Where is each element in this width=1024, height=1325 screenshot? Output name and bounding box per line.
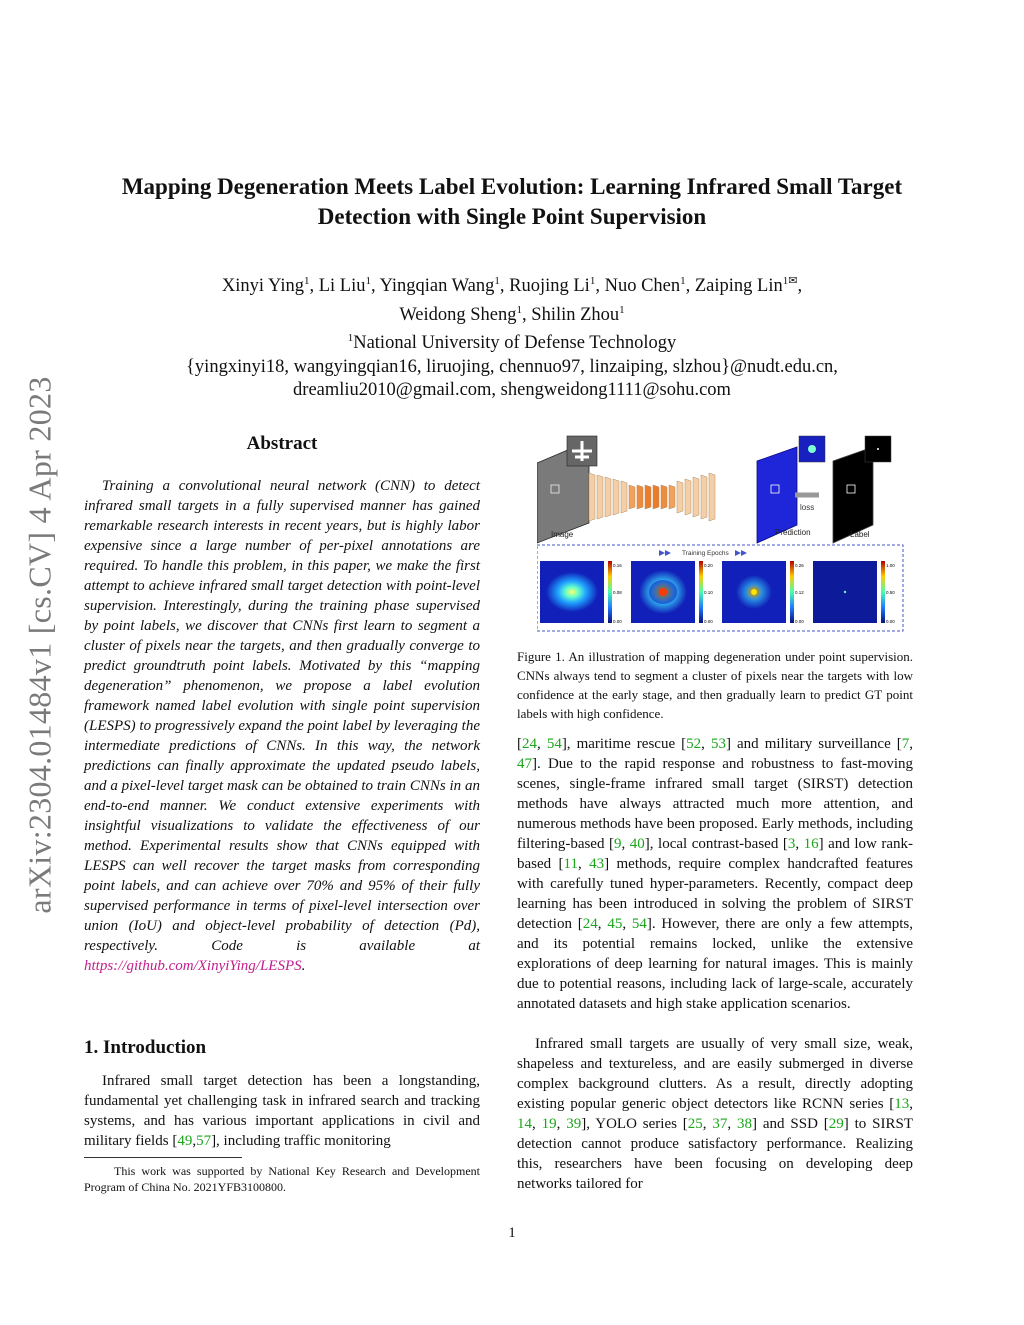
body-text-segment: , xyxy=(909,736,914,752)
svg-text:0.00: 0.00 xyxy=(704,619,713,624)
body-text-segment: , xyxy=(621,836,630,852)
body-text-segment: , xyxy=(577,856,590,872)
affiliation: $^1$National University of Defense Technology xyxy=(347,332,677,354)
body-text-segment: Infrared small targets are usually of very small size, weak, shapeless and textureless, and are easily submerged in diverse complex background clutters. As a result, directly adopting existing popular generic object detectors like RCNN series [ xyxy=(517,1036,913,1112)
footnote: This work was supported by National Key Research and Development Program of China No. 2021YFB3100800. xyxy=(84,1164,480,1194)
citation-link[interactable]: 39 xyxy=(566,1116,582,1132)
body-text-segment: [ xyxy=(517,736,522,752)
body-text-segment: , xyxy=(727,1116,738,1132)
emails-line-2: dreamliu2010@gmail.com, shengweidong1111@sohu.com xyxy=(293,380,731,401)
heatmap-panel xyxy=(540,561,622,624)
citation-link[interactable]: 24 xyxy=(582,916,598,932)
intro-paragraph: Infrared small target detection has been a longstanding, fundamental yet challenging task in infrared search and tracking systems, and has various important applications in civil and military fields [49,57], including traffic monitoring xyxy=(84,1073,480,1149)
right-paragraph-1 xyxy=(517,734,913,1014)
author-block xyxy=(60,270,964,403)
prediction-label: Prediction xyxy=(775,528,811,537)
svg-text:0.08: 0.08 xyxy=(613,590,622,595)
svg-text:0.10: 0.10 xyxy=(704,590,713,595)
svg-text:0.00: 0.00 xyxy=(795,619,804,624)
code-link[interactable]: https://github.com/XinyiYing/LESPS xyxy=(84,958,302,974)
loss-label: loss xyxy=(800,503,815,512)
body-text-segment: ]. However, there are only a few attempts, and its potential remains locked, unlike the extensive explorations of deep learning for natural images. This is mainly due to potential reasons, including lack of large-scale, accurately annotated datasets and high stake application scenarios. xyxy=(517,916,913,1012)
body-text-segment: ]. Due to the rapid response and robustness to fast-moving scenes, single-frame infrared small target (SIRST) detection methods have always attracted much more attention, and numerous methods have been proposed. Early methods, including filtering-based [ xyxy=(517,756,913,852)
body-text-segment: ] to SIRST detection cannot produce satisfactory performance. Realizing this, researchers have been focusing on developing deep networks tailored for xyxy=(517,1116,913,1192)
network-diagram xyxy=(537,436,891,543)
body-text-segment: , xyxy=(701,736,711,752)
body-text-segment: ] and military surveillance [ xyxy=(725,736,902,752)
svg-text:0.12: 0.12 xyxy=(795,590,804,595)
body-text-segment: ] and SSD [ xyxy=(752,1116,829,1132)
figure-1 xyxy=(537,433,907,633)
paper-title: Mapping Degeneration Meets Label Evolution: Learning Infrared Small Target Detection with Single Point Supervision xyxy=(121,174,903,229)
citation-link[interactable]: 54 xyxy=(546,736,562,752)
heatmap-panel xyxy=(631,561,713,624)
citation-link[interactable]: 54 xyxy=(631,916,647,932)
citation-link[interactable]: 11 xyxy=(563,856,578,872)
body-text-segment: , xyxy=(532,1116,542,1132)
emails-line-1: {yingxinyi18, wangyingqian16, liruojing, chennuo97, linzaiping, slzhou}@nudt.edu.cn, xyxy=(186,356,838,377)
svg-text:0.26: 0.26 xyxy=(795,563,804,568)
svg-text:0.50: 0.50 xyxy=(886,590,895,595)
body-text-segment: ], YOLO series [ xyxy=(581,1116,688,1132)
image-label: Image xyxy=(551,530,574,539)
body-text-segment: , xyxy=(909,1096,913,1112)
citation-link[interactable]: 38 xyxy=(737,1116,753,1132)
svg-text:0.00: 0.00 xyxy=(613,619,622,624)
citation-link[interactable]: 47 xyxy=(517,756,532,772)
citation-link[interactable]: 7 xyxy=(901,736,910,752)
svg-text:0.16: 0.16 xyxy=(613,563,622,568)
heatmap-panel xyxy=(813,561,895,624)
citation-link[interactable]: 14 xyxy=(517,1116,532,1132)
body-text-segment: , xyxy=(702,1116,713,1132)
citation-link[interactable]: 25 xyxy=(687,1116,703,1132)
abstract-heading: Abstract xyxy=(246,433,318,454)
citation-link[interactable]: 53 xyxy=(710,736,726,752)
right-paragraph-2 xyxy=(517,1034,913,1194)
author-line-2: Weidong Sheng$^1$, Shilin Zhou$^1$ xyxy=(399,303,625,325)
body-text-segment: ], local contrast-based [ xyxy=(644,836,788,852)
citation-link[interactable]: 37 xyxy=(712,1116,728,1132)
citation-link[interactable]: 43 xyxy=(589,856,605,872)
abstract-text: Training a convolutional neural network (CNN) to detect infrared small targets in a fully supervised manner has gained remarkable research interests in recent years, but is highly labor expensive since a large number of per-pixel annotations are required. To handle this problem, in this paper, we make the first attempt to achieve infrared small target detection with point-level supervision. Interestingly, during the training phase supervised by point labels, we discover that CNNs first learn to segment a cluster of pixels near the targets, and then gradually converge to predict groundtruth point labels. Motivated by this “mapping degeneration” phenomenon, we propose a label evolution framework named label evolution with single point supervision (LESPS) to progressively expand the point label by leveraging the intermediate predictions of CNNs. In this way, the network predictions can finally approximate the updated pseudo labels, and a pixel-level target mask can be obtained to train CNNs in an end-to-end manner. We conduct extensive experiments with insightful visualizations to validate the effectiveness of our method. Experimental results show that CNNs equipped with LESPS can well recover the target masks from corresponding point labels, and can achieve over 70% and 95% of their fully supervised performance in terms of pixel-level intersection over union (IoU) and object-level probability of detection (Pd), respectively. Code is available at https://github.com/XinyiYing/LESPS. xyxy=(84,478,480,974)
body-text-segment: , xyxy=(597,916,608,932)
body-text-segment: ], maritime rescue [ xyxy=(561,736,687,752)
citation-link[interactable]: 57 xyxy=(196,1133,212,1149)
citation-link[interactable]: 45 xyxy=(607,916,623,932)
section-heading-introduction: 1. Introduction xyxy=(84,1037,207,1058)
citation-link[interactable]: 13 xyxy=(894,1096,910,1112)
svg-text:0.20: 0.20 xyxy=(704,563,713,568)
body-text-segment: , xyxy=(556,1116,567,1132)
citation-link[interactable]: 19 xyxy=(541,1116,557,1132)
heatmap-panel xyxy=(722,561,804,624)
body-text-segment: ] methods, require complex handcrafted features with carefully tuned hyper-parameters. Recently, compact deep learning has been introduced in solving the problem of SIRST detection [ xyxy=(517,856,913,932)
body-text-segment: , xyxy=(537,736,547,752)
label-label: Label xyxy=(850,530,870,539)
citation-link[interactable]: 52 xyxy=(686,736,702,752)
citation-link[interactable]: 16 xyxy=(803,836,819,852)
footnote-rule xyxy=(84,1157,242,1158)
citation-link[interactable]: 9 xyxy=(613,836,622,852)
svg-text:1.00: 1.00 xyxy=(886,563,895,568)
arxiv-side-label: arXiv:2304.01484v1 [cs.CV] 4 Apr 2023 xyxy=(21,376,58,914)
body-text-segment: ] and low rank-based [ xyxy=(517,836,914,872)
citation-link[interactable]: 24 xyxy=(522,736,537,752)
page-number: 1 xyxy=(508,1225,516,1241)
citation-link[interactable]: 3 xyxy=(787,836,796,852)
body-text-segment: , xyxy=(622,916,632,932)
svg-text:0.00: 0.00 xyxy=(886,619,895,624)
body-text-segment: , xyxy=(795,836,804,852)
figure-caption: Figure 1. An illustration of mapping degeneration under point supervision. CNNs always tend to segment a cluster of pixels near the targets with low confidence at the early stage, and then gradually learn to predict GT point labels with high confidence. xyxy=(517,649,913,721)
author-line-1: Xinyi Ying$^1$, Li Liu$^1$, Yingqian Wang$^1$, Ruojing Li$^1$, Nuo Chen$^1$, Zaiping Lin$^{1✉}$, xyxy=(221,275,803,297)
citation-link[interactable]: 40 xyxy=(629,836,645,852)
citation-link[interactable]: 49 xyxy=(177,1133,193,1149)
citation-link[interactable]: 29 xyxy=(828,1116,844,1132)
training-epochs-label: Training Epochs xyxy=(682,550,729,557)
encoder-decoder-blocks xyxy=(589,473,715,521)
